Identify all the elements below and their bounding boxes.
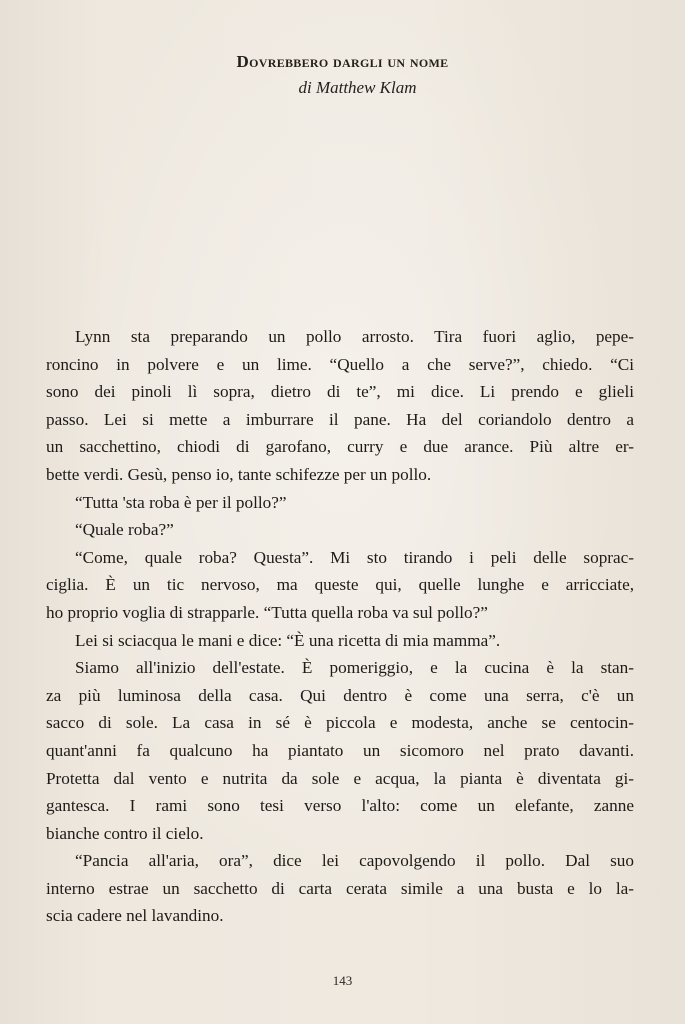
text-line: un sacchettino, chiodi di garofano, curry e due arance. Più altre er-: [46, 437, 634, 457]
text-line: bette verdi. Gesù, penso io, tante schifezze per un pollo.: [46, 464, 432, 484]
text-line: “Pancia all'aria, ora”, dice lei capovolgendo il pollo. Dal suo: [75, 851, 634, 871]
text-line: ho proprio voglia di strapparle. “Tutta quella roba va sul pollo?”: [46, 602, 488, 622]
page-number: 143: [332, 973, 353, 988]
text-line: interno estrae un sacchetto di carta cerata simile a una busta e lo la-: [46, 878, 634, 898]
text-line: passo. Lei si mette a imburrare il pane. Ha del coriandolo dentro a: [46, 409, 634, 429]
text-line: Protetta dal vento e nutrita da sole e acqua, la pianta è diventata gi-: [46, 768, 634, 788]
text-line: bianche contro il cielo.: [46, 823, 204, 843]
text-line: Lynn sta preparando un pollo arrosto. Tira fuori aglio, pepe-: [75, 327, 634, 346]
text-line: “Tutta 'sta roba è per il pollo?”: [75, 492, 287, 512]
story-title: Dovrebbero dargli un nome: [236, 52, 449, 71]
text-line: sacco di sole. La casa in sé è piccola e modesta, anche se centocin-: [46, 713, 634, 733]
text-line: ciglia. È un tic nervoso, ma queste qui, quelle lunghe e arricciate,: [46, 575, 634, 595]
text-line: za più luminosa della casa. Qui dentro è come una serra, c'è un: [46, 685, 634, 705]
text-line: Lei si sciacqua le mani e dice: “È una ricetta di mia mamma”.: [75, 630, 501, 650]
text-line: scia cadere nel lavandino.: [46, 906, 224, 926]
text-line: Siamo all'inizio dell'estate. È pomeriggio, e la cucina è la stan-: [75, 658, 634, 678]
text-line: roncino in polvere e un lime. “Quello a che serve?”, chiedo. “Ci: [46, 354, 634, 374]
text-line: “Quale roba?”: [75, 520, 174, 540]
story-author: di Matthew Klam: [298, 78, 417, 97]
text-line: quant'anni fa qualcuno ha piantato un sicomoro nel prato davanti.: [46, 740, 634, 760]
text-line: “Come, quale roba? Questa”. Mi sto tirando i peli delle soprac-: [75, 547, 634, 567]
body-text: [46, 323, 634, 930]
text-line: sono dei pinoli lì sopra, dietro di te”, mi dice. Li prendo e glieli: [46, 382, 634, 402]
text-line: gantesca. I rami sono tesi verso l'alto: come un elefante, zanne: [46, 796, 634, 816]
